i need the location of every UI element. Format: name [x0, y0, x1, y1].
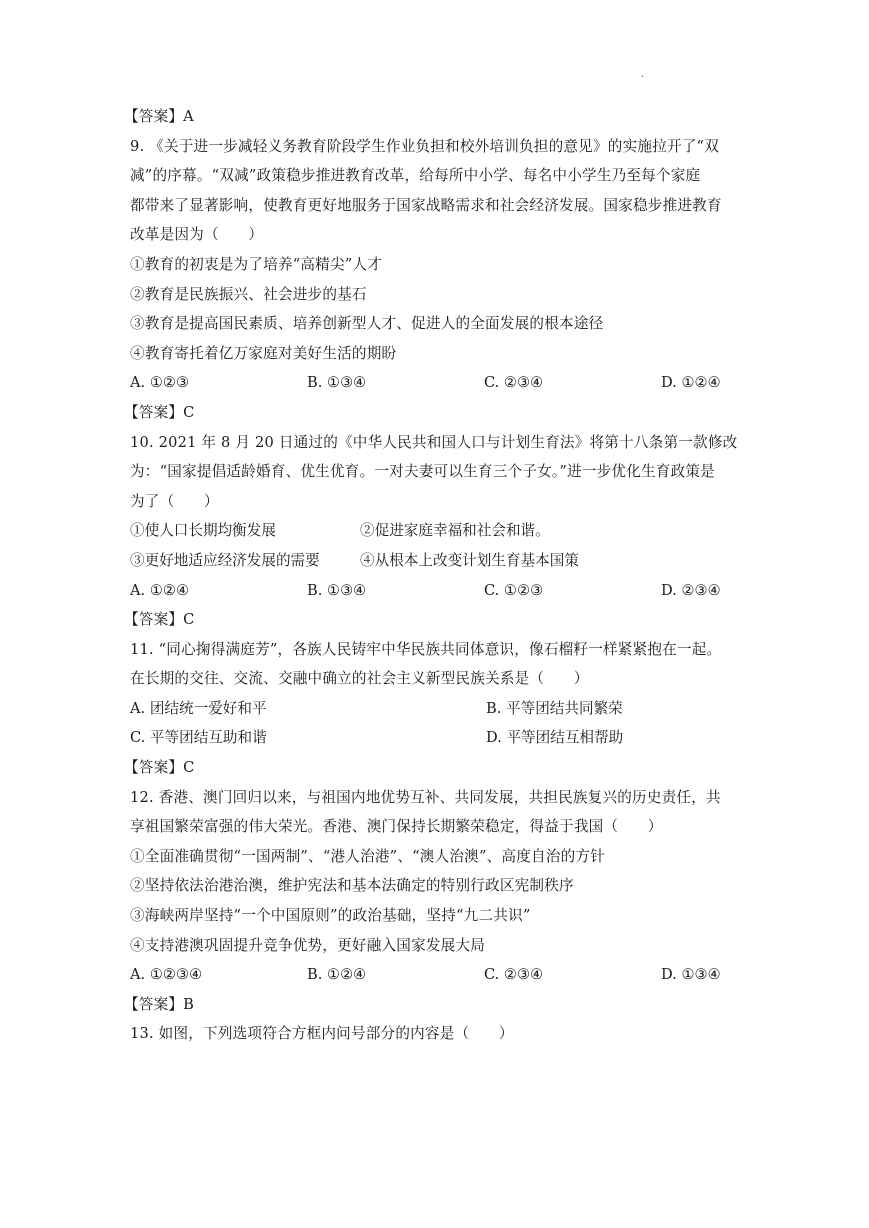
answer-line: 【答案】B	[124, 995, 195, 1013]
option-choice: B. ①③④	[307, 374, 367, 392]
option-choice: D. ①②④	[661, 374, 721, 392]
options-row	[130, 960, 742, 990]
option-choice: A. ①②③	[130, 374, 190, 392]
question-content	[124, 102, 742, 1049]
answer-line: 【答案】C	[124, 611, 195, 629]
question-stem-line: 9. 《关于进一步减轻义务教育阶段学生作业负担和校外培训负担的意见》的实施拉开了“双	[130, 137, 719, 155]
statement-item: ④支持港澳巩固提升竞争优势，更好融入国家发展大局	[130, 936, 486, 954]
question-stem-line: 都带来了显著影响，使教育更好地服务于国家战略需求和社会经济发展。国家稳步推进教育	[130, 196, 722, 214]
option-choice: A. ①②④	[130, 581, 190, 599]
question-stem-line: 13. 如图，下列选项符合方框内问号部分的内容是（ ）	[130, 1025, 514, 1043]
statement-item: ①教育的初衷是为了培养“高精尖”人才	[130, 255, 383, 273]
option-choice: D. ②③④	[661, 581, 721, 599]
question-stem-line: 10. 2021 年 8 月 20 日通过的《中华人民共和国人口与计划生育法》将第十八条第一款修改	[130, 433, 738, 451]
question-stem-line: 12. 香港、澳门回归以来，与祖国内地优势互补、共同发展，共担民族复兴的历史责任，共	[130, 788, 721, 806]
option-choice: C. ②③④	[484, 966, 544, 984]
option-choice: C. 平等团结互助和谐	[130, 729, 267, 747]
answer-line: 【答案】C	[124, 403, 195, 421]
question-stem-line: 享祖国繁荣富强的伟大荣光。香港、澳门保持长期繁荣稳定，得益于我国（ ）	[130, 818, 663, 836]
option-choice: B. 平等团结共同繁荣	[486, 699, 623, 717]
statement-item: ③海峡两岸坚持“一个中国原则”的政治基础，坚持“九二共识”	[130, 907, 531, 925]
statement-item: ④教育寄托着亿万家庭对美好生活的期盼	[130, 344, 397, 362]
page-mark: ·	[641, 72, 645, 83]
statement-item: ③更好地适应经济发展的需要	[130, 551, 320, 569]
question-stem-line: 为了（ ）	[130, 492, 219, 510]
options-row	[130, 368, 742, 398]
statement-item: ②坚持依法治港治澳，维护宪法和基本法确定的特别行政区宪制秩序	[130, 877, 574, 895]
question-stem-line: 减”的序幕。“双减”政策稳步推进教育改革，给每所中小学、每名中小学生乃至每个家庭	[130, 167, 701, 185]
statement-item: ②教育是民族振兴、社会进步的基石	[130, 285, 367, 303]
option-choice: B. ①②④	[307, 966, 367, 984]
answer-line: 【答案】C	[124, 759, 195, 777]
statement-item: ①全面准确贯彻“一国两制”、“港人治港”、“澳人治澳”、高度自治的方针	[130, 847, 605, 865]
question-stem-line: 为：“国家提倡适龄婚育、优生优育。一对夫妻可以生育三个子女。”进一步优化生育政策是	[130, 463, 715, 481]
statement-item: ③教育是提高国民素质、培养创新型人才、促进人的全面发展的根本途径	[130, 315, 604, 333]
option-choice: C. ①②③	[484, 581, 544, 599]
option-choice: C. ②③④	[484, 374, 544, 392]
statement-item: ④从根本上改变计划生育基本国策	[360, 551, 579, 569]
options-row	[130, 723, 742, 753]
answer-line: 【答案】A	[124, 108, 194, 125]
option-choice: D. ①③④	[661, 966, 721, 984]
option-choice: B. ①③④	[307, 581, 367, 599]
question-stem-line: 改革是因为（ ）	[130, 226, 264, 244]
options-row	[130, 694, 742, 724]
statement-item: ①使人口长期均衡发展	[130, 522, 276, 540]
option-choice: D. 平等团结互相帮助	[486, 729, 624, 747]
question-stem-line: 在长期的交往、交流、交融中确立的社会主义新型民族关系是（ ）	[130, 670, 589, 688]
statement-item: ②促进家庭幸福和社会和谐。	[360, 522, 550, 540]
options-row	[130, 576, 742, 606]
statement-pair-row	[130, 516, 742, 546]
option-choice: A. 团结统一爱好和平	[130, 699, 267, 717]
option-choice: A. ①②③④	[130, 966, 203, 984]
question-stem-line: 11. “同心掬得满庭芳”，各族人民铸牢中华民族共同体意识，像石榴籽一样紧紧抱在一起。	[130, 640, 722, 658]
statement-pair-row	[130, 546, 742, 576]
